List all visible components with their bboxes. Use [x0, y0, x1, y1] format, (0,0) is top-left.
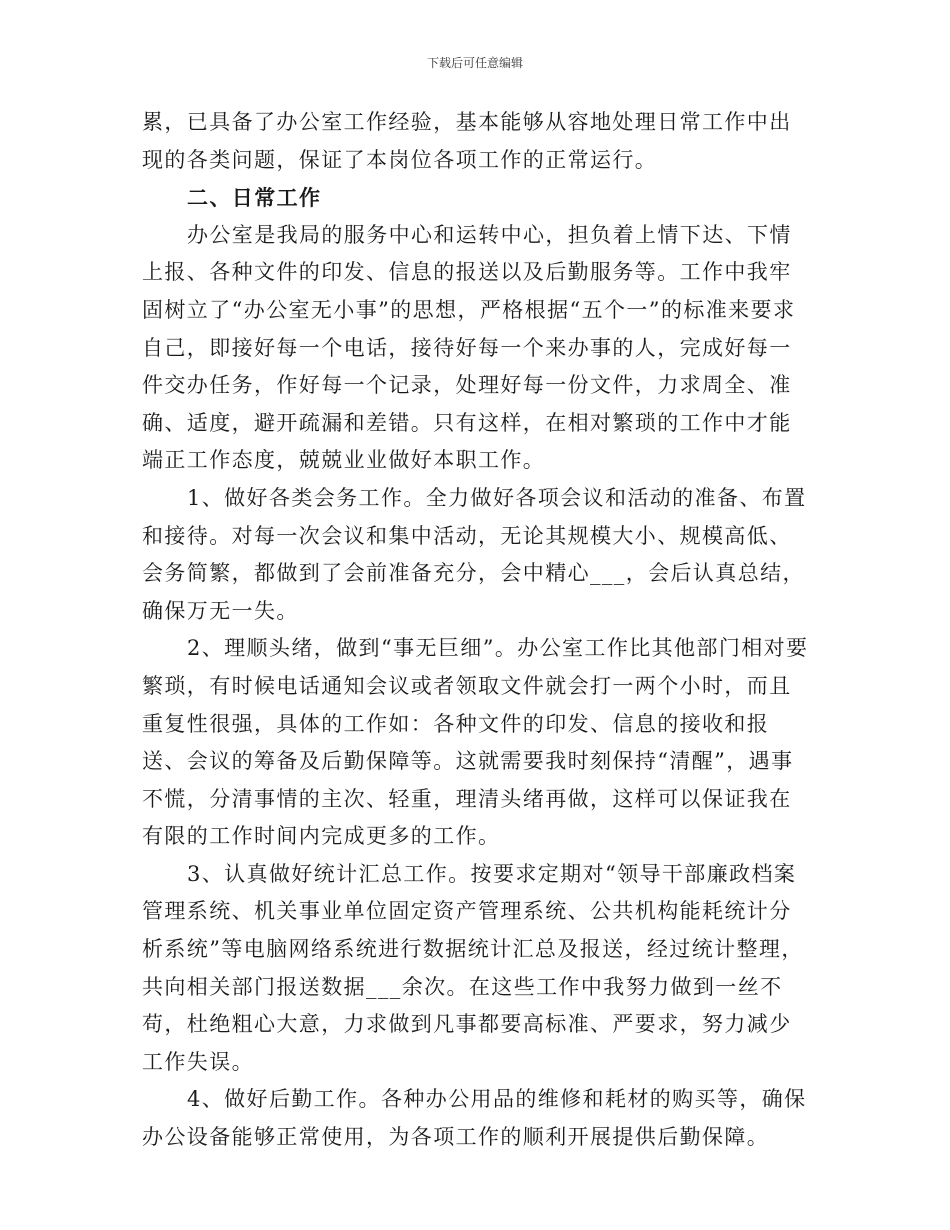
paragraph-item-1: 1、做好各类会务工作。全力做好各项会议和活动的准备、布置和接待。对每一次会议和集中活动，无论其规模大小、规模高低、会务简繁，都做到了会前准备充分，会中精心___，会后认真总结，确保万无一失。 — [142, 485, 807, 623]
paragraph-office-role: 办公室是我局的服务中心和运转中心，担负着上情下达、下情上报、各种文件的印发、信息的报送以及后勤服务等。工作中我牢固树立了“办公室无小事”的思想，严格根据“五个一”的标准来要求自己，即接好每一个电话，接待好每一个来办事的人，完成好每一件交办任务，作好每一个记录，处理好每一份文件，力求周全、准确、适度，避开疏漏和差错。只有这样，在相对繁琐的工作中才能端正工作态度，兢兢业业做好本职工作。 — [142, 222, 796, 473]
paragraph-item-4: 4、做好后勤工作。各种办公用品的维修和耗材的购买等，确保办公设备能够正常使用，为各项工作的顺利开展提供后勤保障。 — [142, 1087, 807, 1150]
page-header: 下载后可任意编辑 — [426, 56, 523, 70]
section-heading: 二、日常工作 — [187, 185, 322, 211]
document-body — [142, 104, 810, 1157]
paragraph-item-3: 3、认真做好统计汇总工作。按要求定期对“领导干部廉政档案管理系统、机关事业单位固定资产管理系统、公共机构能耗统计分析系统”等电脑网络系统进行数据统计汇总及报送，经过统计整理，共向相关部门报送数据___余次。在这些工作中我努力做到一丝不苟，杜绝粗心大意，力求做到凡事都要高标准、严要求，努力减少工作失误。 — [142, 861, 804, 1074]
paragraph-item-2: 2、理顺头绪，做到“事无巨细”。办公室工作比其他部门相对要繁琐，有时候电话通知会议或者领取文件就会打一两个小时，而且重复性很强，具体的工作如：各种文件的印发、信息的接收和报送、会议的筹备及后勤保障等。这就需要我时刻保持“清醒”，遇事不慌，分清事情的主次、轻重，理清头绪再做，这样可以保证我在有限的工作时间内完成更多的工作。 — [142, 636, 809, 849]
paragraph-continuation: 累，已具备了办公室工作经验，基本能够从容地处理日常工作中出现的各类问题，保证了本岗位各项工作的正常运行。 — [142, 110, 792, 172]
